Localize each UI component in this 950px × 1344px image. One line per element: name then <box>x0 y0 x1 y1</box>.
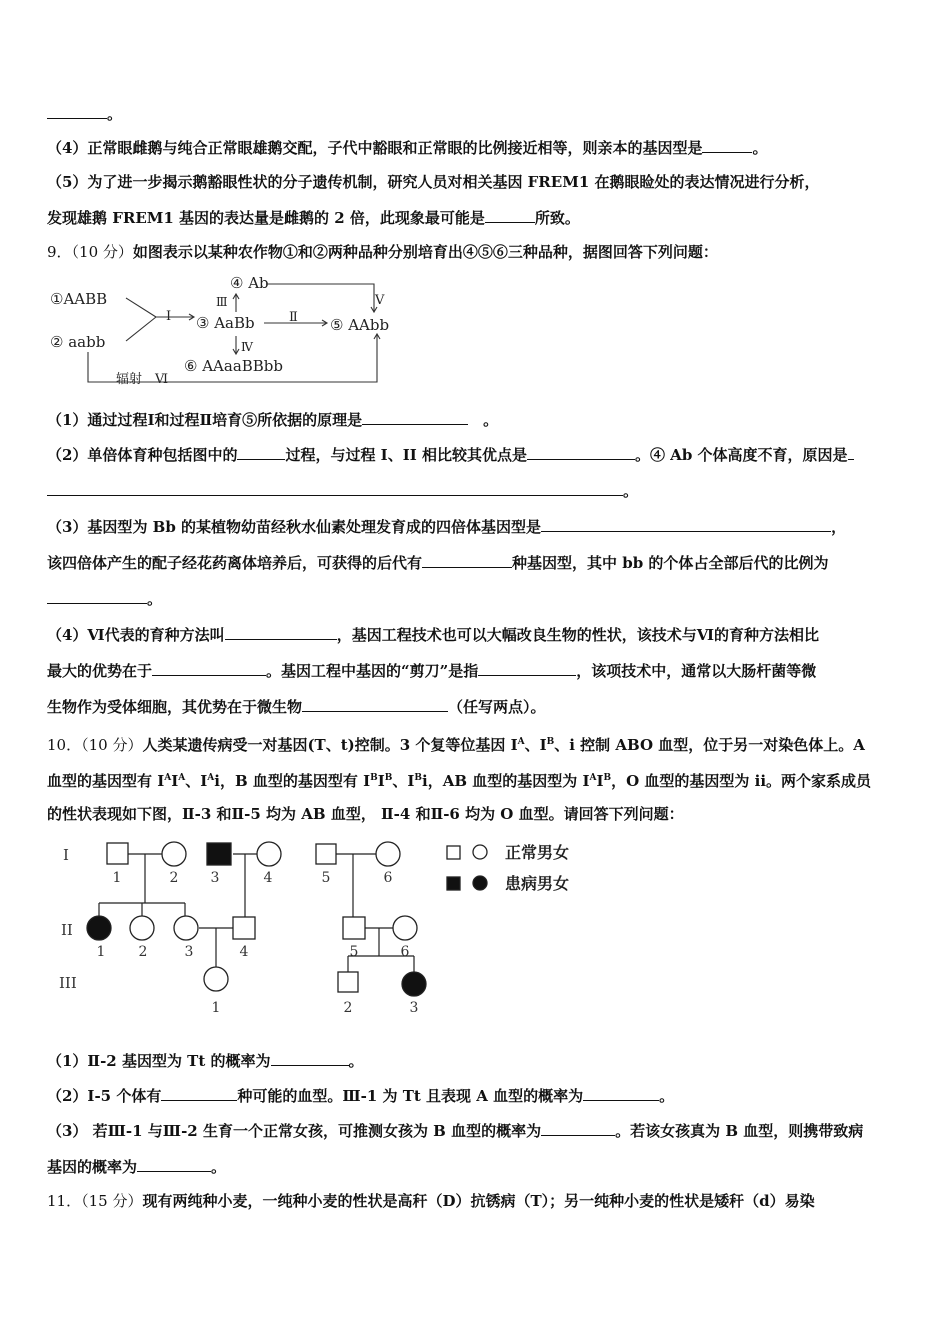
line-1-to-cross <box>126 298 156 317</box>
pedigree-female-normal <box>393 916 417 940</box>
answer-blank[interactable] <box>541 1120 615 1136</box>
answer-blank[interactable] <box>237 444 285 460</box>
q9-sub3-line3: 。 <box>47 588 162 609</box>
q10-sub1: （1）Ⅱ-2 基因型为 Tt 的概率为 。 <box>47 1052 364 1070</box>
pedigree-label: 5 <box>349 944 359 960</box>
q10-sub3-line2: 基因的概率为 。 <box>47 1158 227 1176</box>
process-2: Ⅱ <box>289 310 298 325</box>
answer-blank[interactable] <box>702 137 752 153</box>
pedigree-male-normal <box>316 844 336 864</box>
pedigree-male-affected <box>207 843 231 865</box>
q9-sub3-line1: （3）基因型为 Bb 的某植物幼苗经秋水仙素处理发育成的四倍体基因型是 ， <box>47 518 847 536</box>
gen-label-1: I <box>63 846 69 864</box>
answer-blank[interactable] <box>541 516 831 532</box>
legend-affected-label: 患病男女 <box>505 874 570 893</box>
q10-line2: 血型的基因型有 $I^AI^A$、$I^Ai$，B 血型的基因型有 $I^BI^B$、$I^Bi$，AB 血型的基因型为 $I^AI^B$，O 血型的基因型为 ii。两个家系成员 <box>47 772 872 790</box>
pedigree-label: 2 <box>169 870 179 886</box>
answer-blank[interactable] <box>152 660 266 676</box>
breeding-diagram <box>44 272 414 390</box>
pedigree-female-normal <box>130 916 154 940</box>
answer-blank[interactable] <box>362 409 468 425</box>
node-5: ⑤ AAbb <box>330 316 390 334</box>
pedigree-female-affected <box>87 916 111 940</box>
pedigree-female-normal <box>257 842 281 866</box>
answer-blank[interactable] <box>527 444 635 460</box>
q8-line-tail: 。 <box>47 103 122 124</box>
q11-line1: 11．（15 分）现有两纯种小麦，一纯种小麦的性状是高秆（D）抗锈病（T）；另一纯种小麦的性状是矮秆（d）易染 <box>47 1192 815 1210</box>
answer-blank[interactable] <box>485 207 535 223</box>
q9-sub3-line2: 该四倍体产生的配子经花药离体培养后，可获得的后代有 种基因型，其中 bb 的个体占全部后代的比例为 <box>47 554 829 572</box>
pedigree-label: 3 <box>210 870 220 886</box>
pedigree-label: 5 <box>321 870 331 886</box>
pedigree-female-normal <box>162 842 186 866</box>
pedigree-female-normal <box>174 916 198 940</box>
pedigree-female-normal <box>376 842 400 866</box>
q10-line3: 的性状表现如下图，Ⅱ-3 和Ⅱ-5 均为 AB 血型， Ⅱ-4 和Ⅱ-6 均为 O 血型。请回答下列问题： <box>47 805 684 823</box>
pedigree-label: 2 <box>138 944 148 960</box>
pedigree-label: 1 <box>211 1000 221 1016</box>
node-3: ③ AaBb <box>196 314 255 332</box>
gen-label-2: II <box>61 921 73 939</box>
q9-sub4-line1: （4）Ⅵ代表的育种方法叫 ，基因工程技术也可以大幅改良生物的性状，该技术与Ⅵ的育种方法相比 <box>47 626 819 644</box>
pedigree-chart <box>55 838 615 1023</box>
q9-sub4-line3: 生物作为受体细胞，其优势在于微生物 （任写两点）。 <box>47 698 546 716</box>
q9-sub2-line1: （2）单倍体育种包括图中的 过程，与过程 I、II 相比较其优点是 。④ Ab 个体高度不育，原因是 <box>47 444 854 465</box>
legend-normal-label: 正常男女 <box>505 843 570 862</box>
pedigree-label: 1 <box>96 944 106 960</box>
answer-blank[interactable] <box>161 1085 237 1101</box>
node-6: ⑥ AAaaBBbb <box>184 357 284 375</box>
legend-male-affected <box>447 877 460 890</box>
q8-part4: （4）正常眼雌鹅与纯合正常眼雄鹅交配，子代中豁眼和正常眼的比例接近相等，则亲本的基因型是 。 <box>47 139 768 157</box>
q10-line1: 10．（10 分）人类某遗传病受一对基因(T、t)控制。3 个复等位基因 $I^A$、$I^B$、i 控制 ABO 血型，位于另一对染色体上。A <box>47 736 865 754</box>
arrow-4-to-5 <box>266 284 374 312</box>
line-2-to-cross <box>126 317 156 341</box>
pedigree-label: 4 <box>263 870 273 886</box>
answer-blank[interactable] <box>225 624 337 640</box>
process-4: Ⅳ <box>241 340 253 354</box>
answer-blank[interactable] <box>422 552 512 568</box>
pedigree-label: 3 <box>184 944 194 960</box>
q10-sub2: （2）Ⅰ-5 个体有 种可能的血型。Ⅲ-1 为 Tt 且表现 A 血型的概率为 。 <box>47 1087 675 1105</box>
node-2: ② aabb <box>50 333 106 351</box>
answer-blank[interactable] <box>848 444 854 460</box>
node-1: ①AABB <box>50 290 108 308</box>
process-3: Ⅲ <box>216 295 228 309</box>
answer-blank[interactable] <box>302 696 448 712</box>
pedigree-label: 4 <box>239 944 249 960</box>
legend-female-affected <box>473 876 487 890</box>
answer-blank[interactable] <box>47 480 623 496</box>
pedigree-male-normal <box>338 972 358 992</box>
node-4: ④ Ab <box>230 274 269 292</box>
answer-blank[interactable] <box>583 1085 659 1101</box>
gen-label-3: III <box>59 974 77 992</box>
legend-female-normal <box>473 845 487 859</box>
q8-part5-line1: （5）为了进一步揭示鹅豁眼性状的分子遗传机制，研究人员对相关基因 FREM1 在鹅眼睑处的表达情况进行分析， <box>47 173 820 191</box>
answer-blank[interactable] <box>271 1050 349 1066</box>
pedigree-label: 6 <box>400 944 410 960</box>
legend-male-normal <box>447 846 460 859</box>
process-6: 辐射 Ⅵ <box>116 372 169 387</box>
q9-stem: 9．（10 分）如图表示以某种农作物①和②两种品种分别培育出④⑤⑥三种品种，据图回答下列问题： <box>47 243 718 261</box>
q10-sub3-line1: （3） 若Ⅲ-1 与Ⅲ-2 生育一个正常女孩，可推测女孩为 B 血型的概率为 。若该女孩真为 B 血型，则携带致病 <box>47 1122 864 1140</box>
answer-blank[interactable] <box>137 1156 211 1172</box>
process-1: I <box>166 309 172 324</box>
process-5: Ⅴ <box>375 293 385 308</box>
pedigree-female-normal <box>204 967 228 991</box>
answer-blank[interactable] <box>478 660 576 676</box>
q9-sub2-line2: 。 <box>47 480 638 501</box>
q9-sub1: （1）通过过程Ⅰ和过程Ⅱ培育⑤所依据的原理是 。 <box>47 411 499 429</box>
answer-blank[interactable] <box>47 103 107 119</box>
pedigree-male-normal <box>233 917 255 939</box>
pedigree-label: 1 <box>112 870 122 886</box>
pedigree-label: 3 <box>409 1000 419 1016</box>
pedigree-female-affected <box>402 972 426 996</box>
answer-blank[interactable] <box>47 588 147 604</box>
q9-sub4-line2: 最大的优势在于 。基因工程中基因的“剪刀”是指 ，该项技术中，通常以大肠杆菌等微 <box>47 662 817 680</box>
pedigree-male-normal <box>107 843 128 864</box>
pedigree-label: 6 <box>383 870 393 886</box>
pedigree-male-normal <box>343 917 365 939</box>
q8-part5-line2: 发现雄鹅 FREM1 基因的表达量是雌鹅的 2 倍，此现象最可能是 所致。 <box>47 209 580 227</box>
pedigree-label: 2 <box>343 1000 353 1016</box>
